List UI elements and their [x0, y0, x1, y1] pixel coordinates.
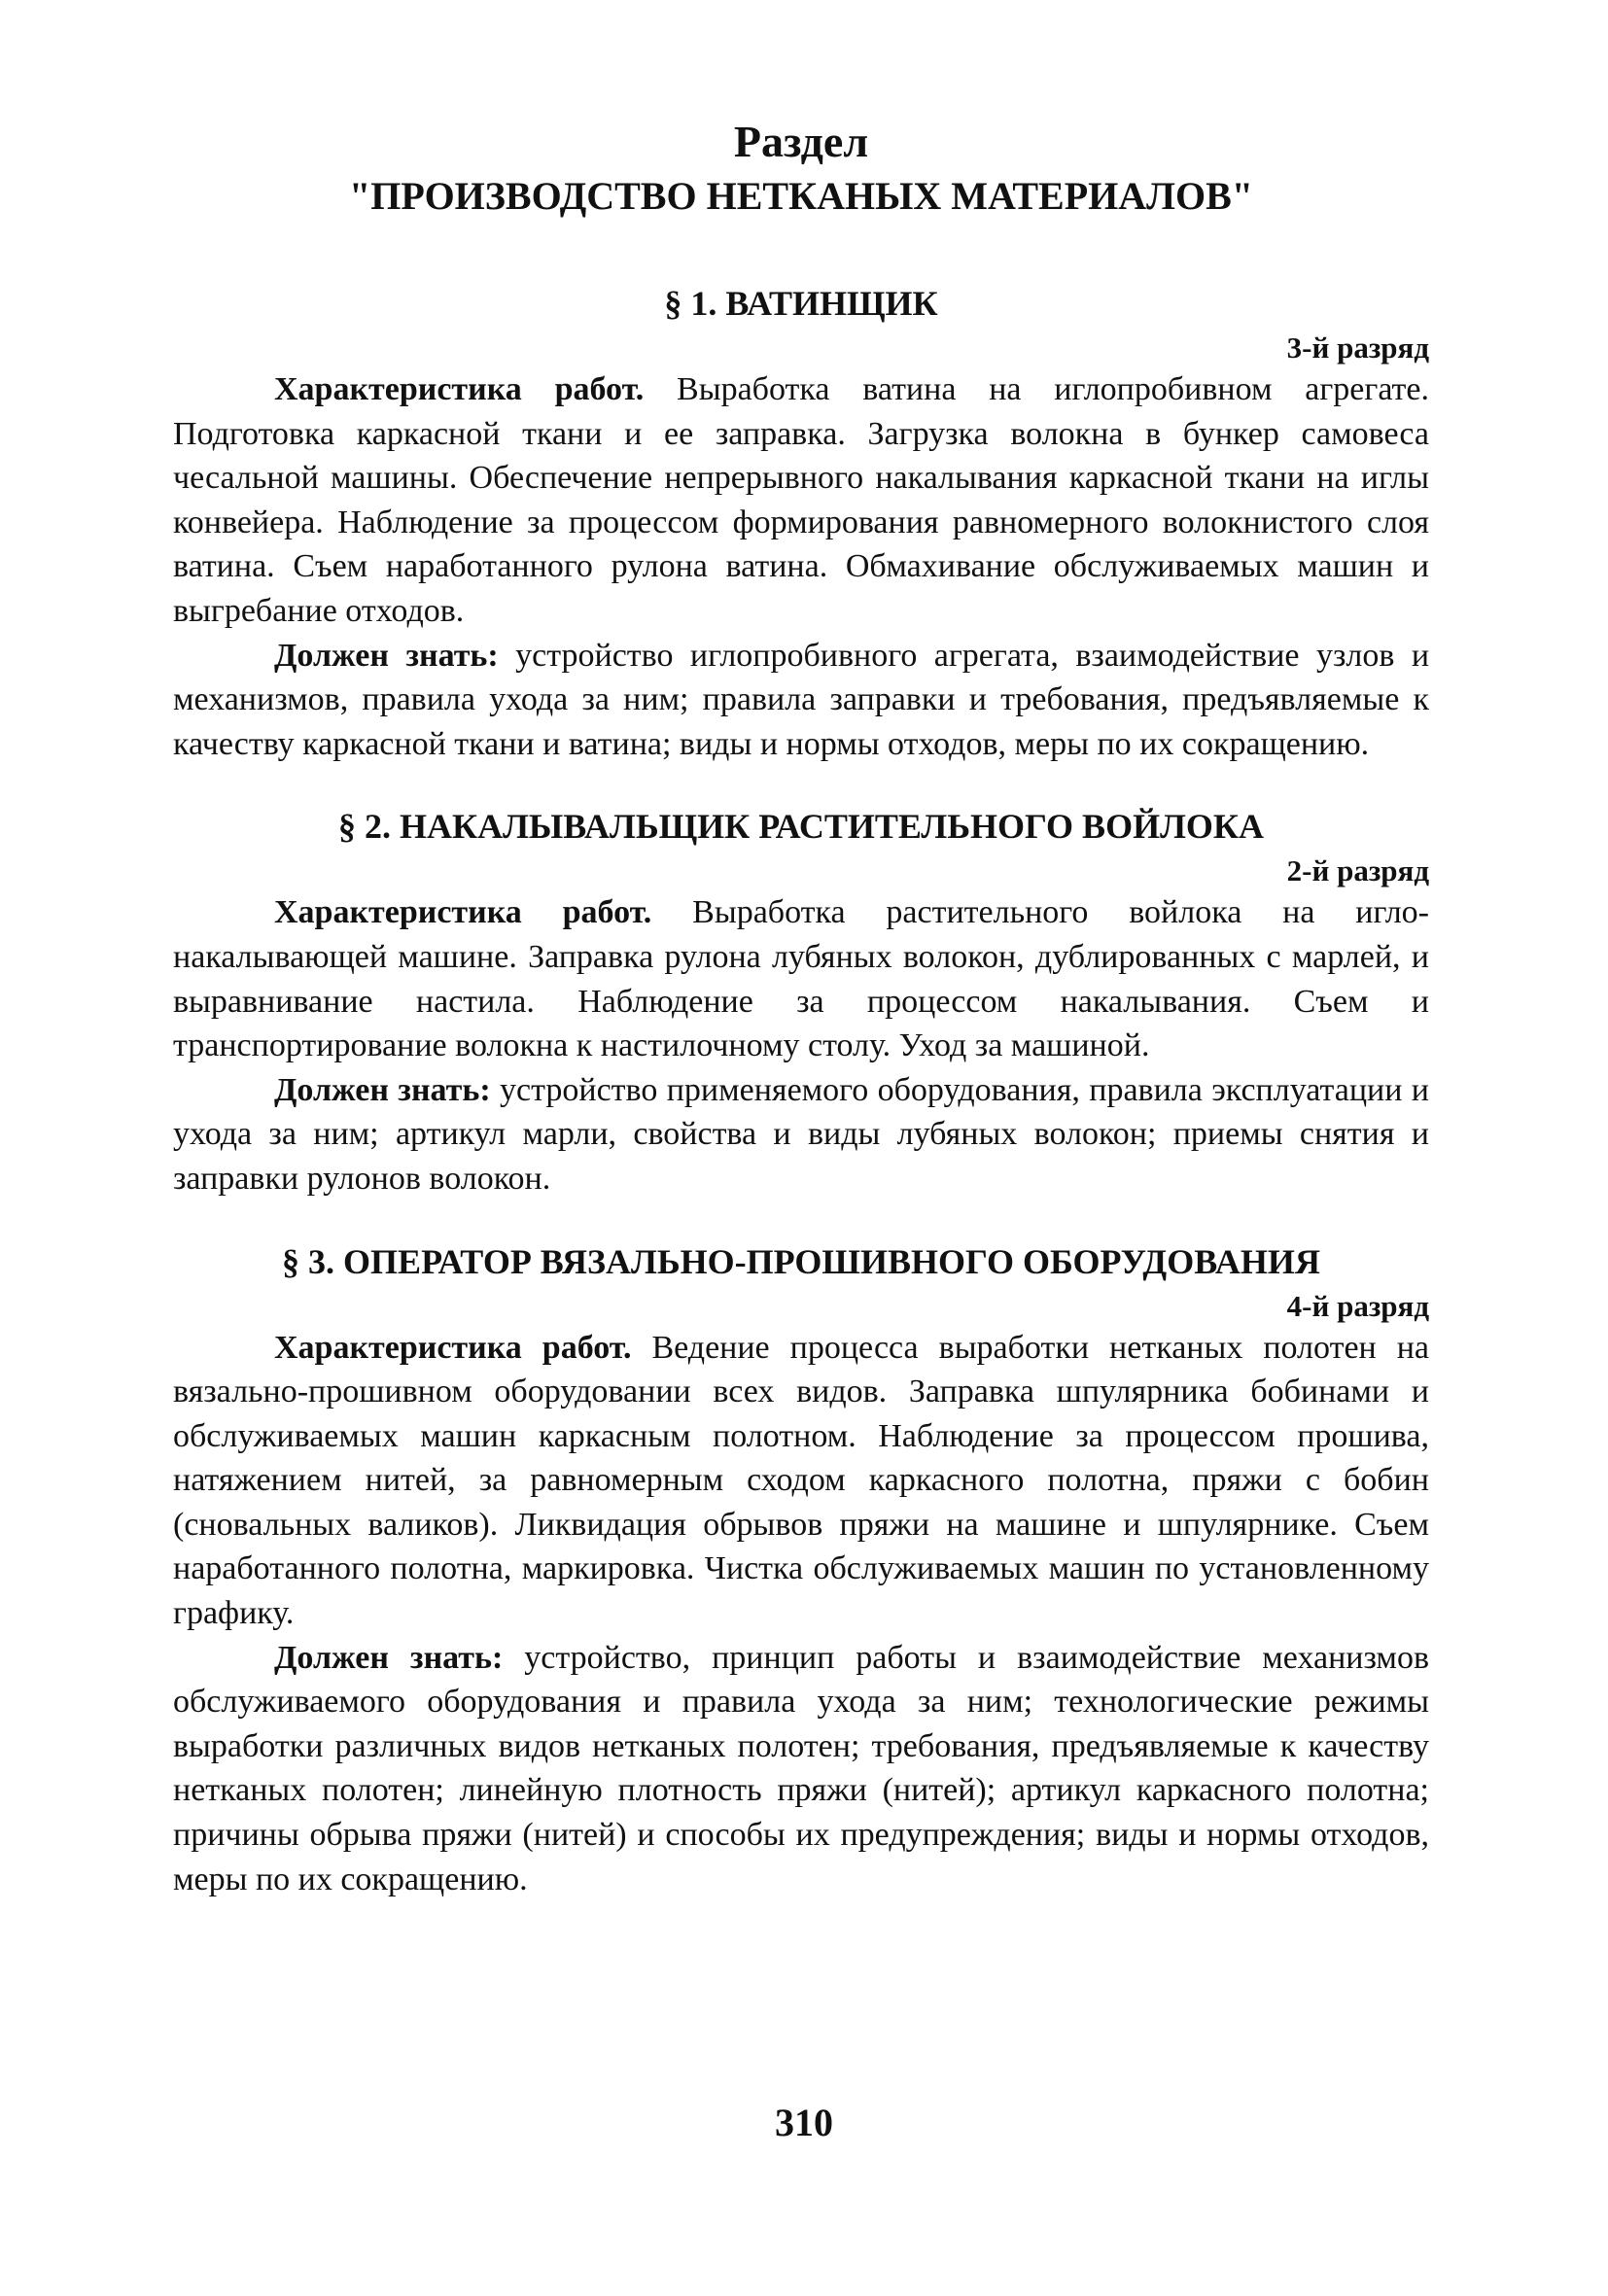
work-characteristics: [173, 367, 1429, 634]
characteristics-text: Выработка ватина на иглопробивном агрегате. Подготовка каркасной ткани и ее заправка. Загрузка волокна в бункер самовеса чесальной машины. Обеспечение непрерывного накалывания каркасной ткани на иглы конвейера. Наблюдение за процессом формирования равномерного волокнистого слоя ватина. Съем наработанного рулона ватина. Обмахивание обслуживаемых машин и выгребание отходов.: [173, 371, 1429, 629]
knowledge-label: Должен знать:: [274, 1639, 504, 1676]
document-page: [173, 115, 1429, 1901]
required-knowledge: [173, 1636, 1429, 1902]
section-title-name: "ПРОИЗВОДСТВО НЕТКАНЫХ МАТЕРИАЛОВ": [349, 174, 1253, 218]
section-heading: § 3. ОПЕРАТОР ВЯЗАЛЬНО-ПРОШИВНОГО ОБОРУДОВАНИЯ: [282, 1241, 1320, 1281]
work-characteristics: [173, 890, 1429, 1067]
grade-label: 3-й разряд: [1286, 330, 1429, 365]
page-number: 310: [775, 2101, 833, 2144]
required-knowledge: [173, 1068, 1429, 1201]
knowledge-label: Должен знать:: [274, 637, 499, 674]
characteristics-text: Ведение процесса выработки нетканых полотен на вязально-прошивном оборудовании всех видов. Заправка шпулярника бобинами и обслуживаемых машин каркасным полотном. Наблюдение за процессом прошива, натяжением нитей, за равномерным сходом каркасного полотна, пряжи с бобин (сновальных валиков). Ликвидация обрывов пряжи на машине и шпулярнике. Съем наработанного полотна, маркировка. Чистка обслуживаемых машин по установленному графику.: [173, 1329, 1430, 1632]
section-heading: § 1. ВАТИНЩИК: [664, 284, 938, 323]
knowledge-text: устройство иглопробивного агрегата, взаимодействие узлов и механизмов, правила ухода за ним; правила заправки и требования, предъявляемые к качеству каркасной ткани и ватина; виды и нормы отходов, меры по их сокращению.: [173, 637, 1430, 762]
characteristics-label: Характеристика работ.: [274, 371, 645, 407]
paragraph-section-3: [173, 1240, 1429, 1902]
section-heading: § 2. НАКАЛЫВАЛЬЩИК РАСТИТЕЛЬНОГО ВОЙЛОКА: [337, 807, 1264, 847]
paragraph-section-1: [173, 282, 1429, 766]
characteristics-label: Характеристика работ.: [274, 1329, 632, 1366]
grade-label: 2-й разряд: [1286, 853, 1429, 888]
grade-label: 4-й разряд: [1286, 1288, 1429, 1323]
section-title-label: Раздел: [733, 117, 869, 166]
required-knowledge: [173, 634, 1429, 767]
knowledge-text: устройство, принцип работы и взаимодействие механизмов обслуживаемого оборудования и правила ухода за ним; технологические режимы выработки различных видов нетканых полотен; требования, предъявляемые к качеству нетканых полотен; линейную плотность пряжи (нитей); артикул каркасного полотна; причины обрыва пряжи (нитей) и способы их предупреждения; виды и нормы отходов, меры по их сокращению.: [173, 1639, 1430, 1897]
knowledge-label: Должен знать:: [274, 1071, 491, 1108]
work-characteristics: [173, 1326, 1429, 1636]
characteristics-text: Выработка растительного войлока на игло-накалывающей машине. Заправка рулона лубяных волокон, дублированных с марлей, и выравнивание настила. Наблюдение за процессом накалывания. Съем и транспортирование волокна к настилочному столу. Уход за машиной.: [173, 894, 1430, 1064]
paragraph-section-2: [173, 805, 1429, 1200]
knowledge-text: устройство применяемого оборудования, правила эксплуатации и ухода за ним; артикул марли, свойства и виды лубяных волокон; приемы снятия и заправки рулонов волокон.: [173, 1071, 1430, 1197]
characteristics-label: Характеристика работ.: [274, 894, 652, 931]
